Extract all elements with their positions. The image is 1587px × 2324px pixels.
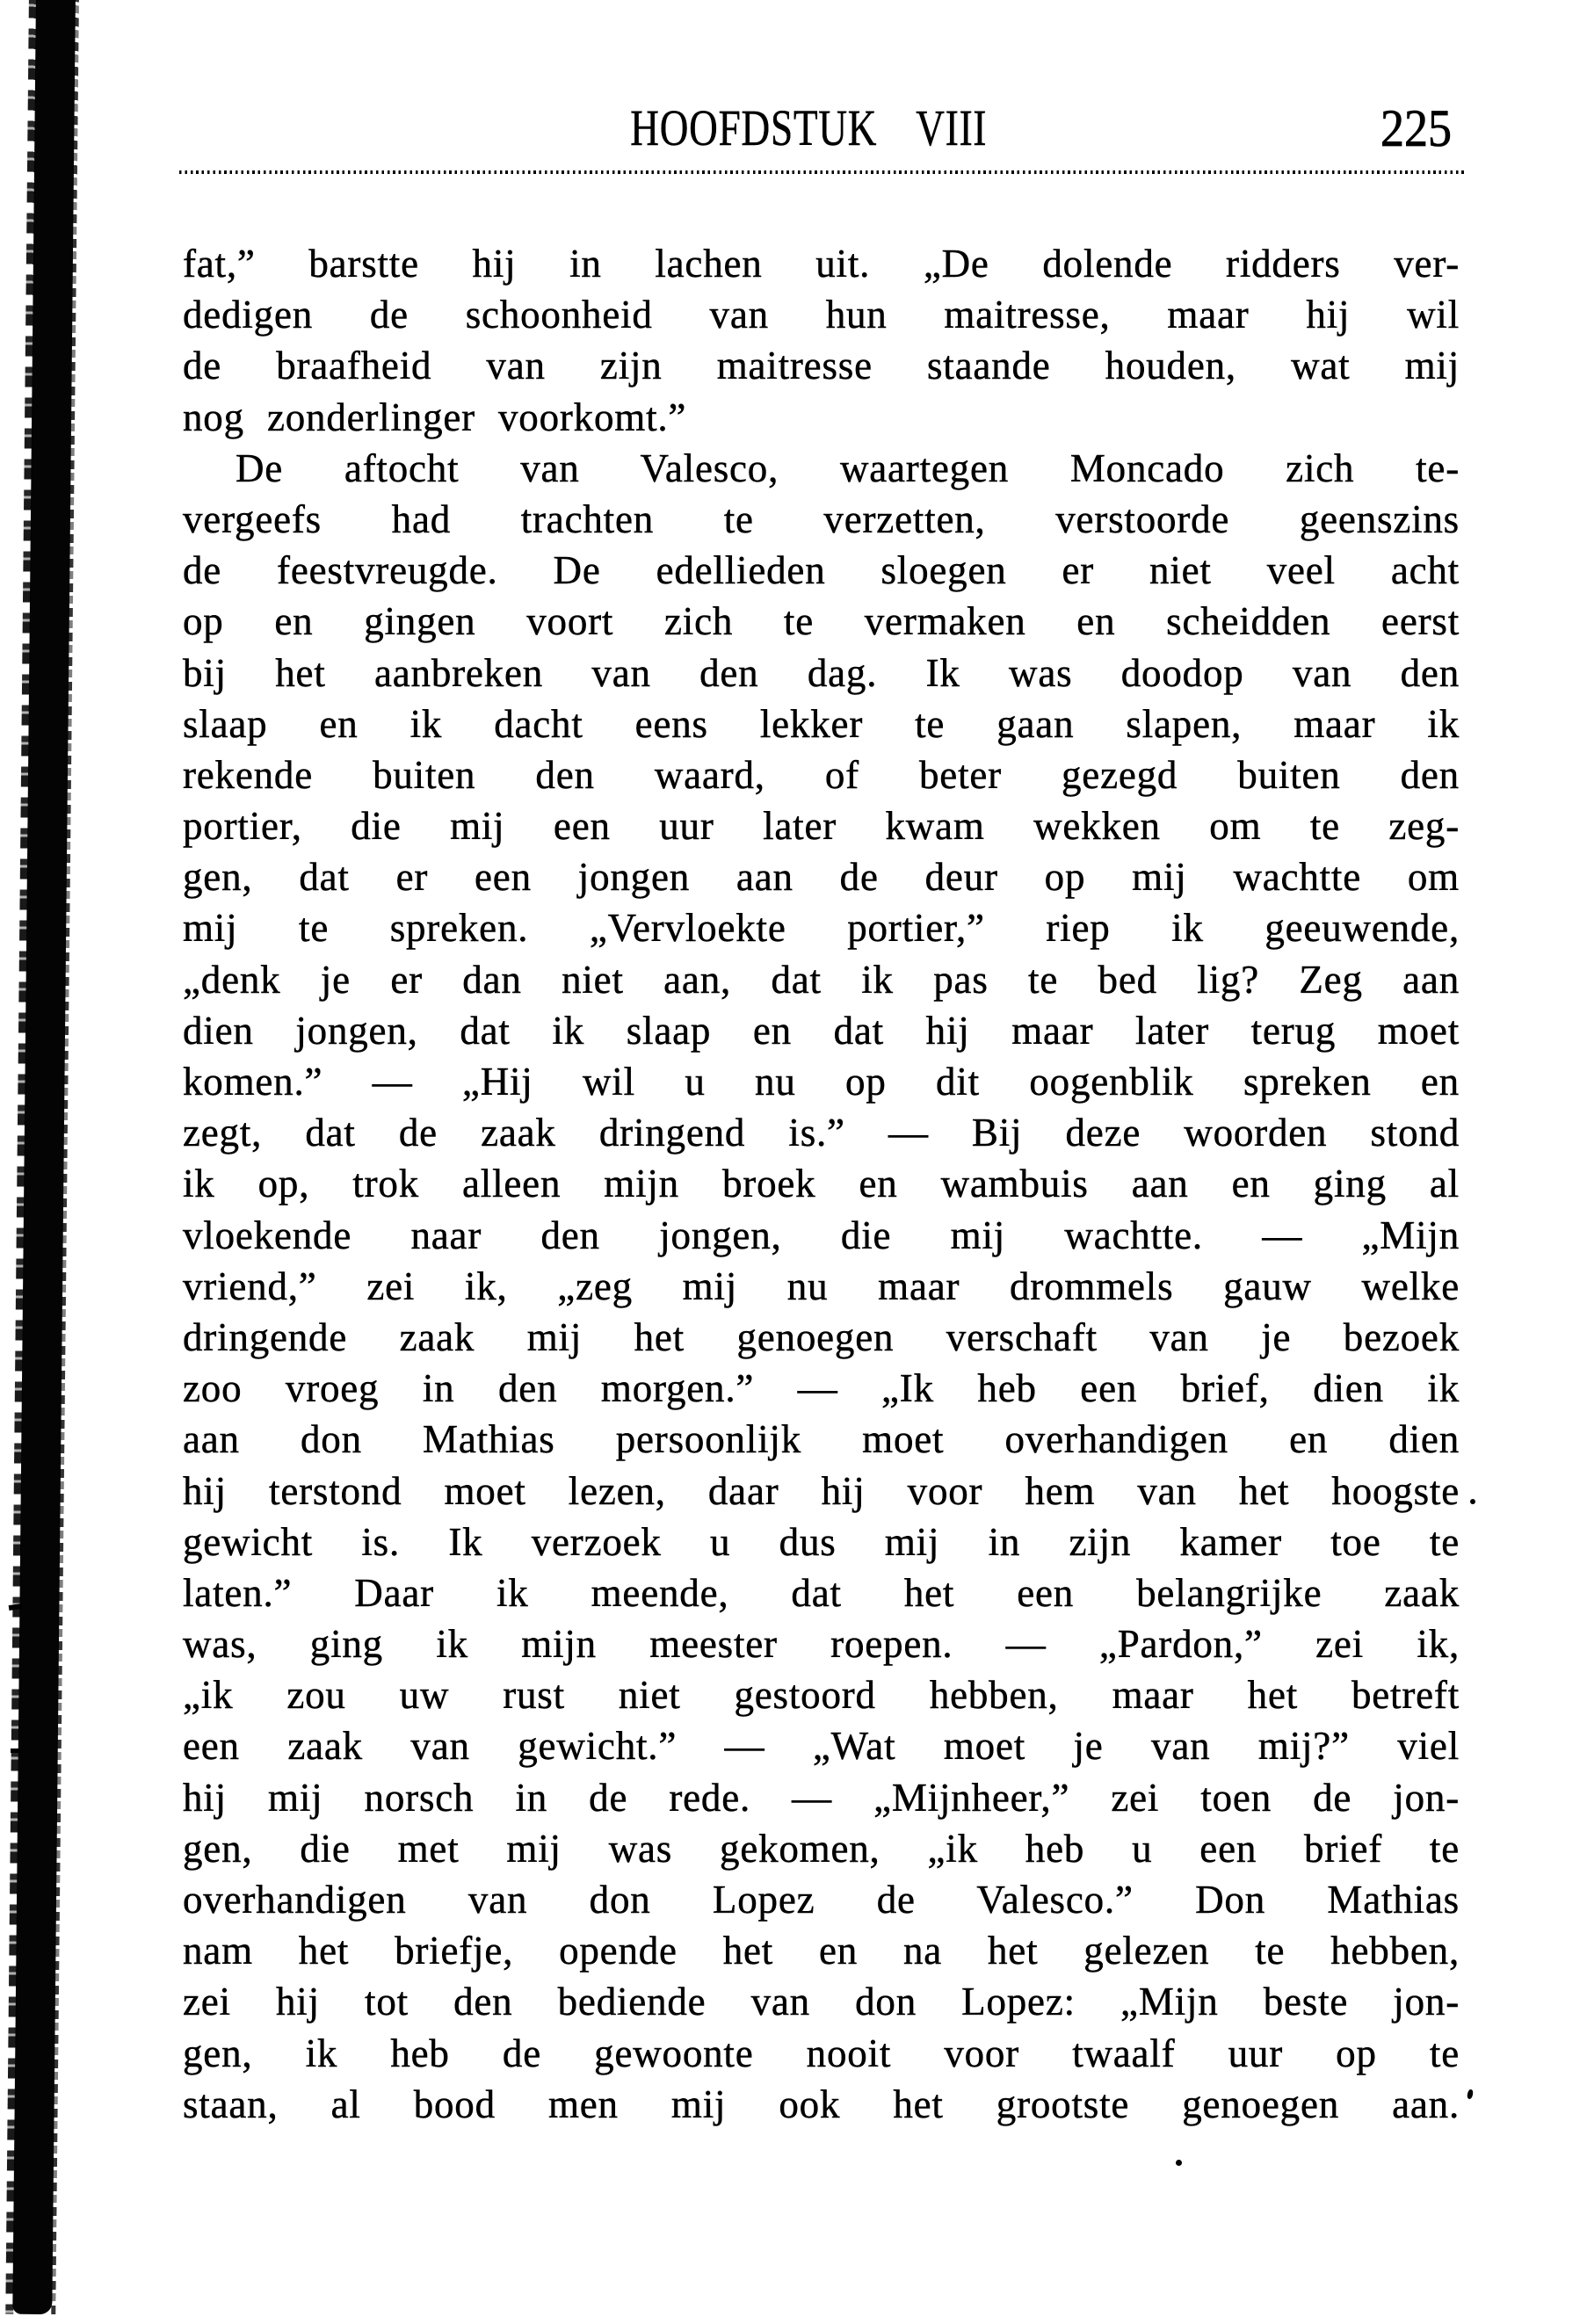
scan-speck	[1176, 2160, 1182, 2166]
text-line: nog zonderlinger voorkomt.”	[183, 395, 687, 439]
text-line: bij het aanbreken van den dag. Ik was doodop van den	[183, 650, 1460, 695]
scan-speck	[1467, 2089, 1474, 2099]
text-line: „denk je er dan niet aan, dat ik pas te bed lig? Zeg aan	[183, 957, 1460, 1002]
text-line: zoo vroeg in den morgen.” — „Ik heb een brief, dien ik	[183, 1366, 1460, 1411]
text-line: portier, die mij een uur later kwam wekken om te zeg-	[183, 804, 1460, 849]
text-line: „ik zou uw rust niet gestoord hebben, maar het betreft	[183, 1673, 1460, 1718]
text-line: mij te spreken. „Vervloekte portier,” riep ik geeuwende,	[183, 906, 1460, 951]
chapter-title: HOOFDSTUK VIII	[629, 99, 988, 156]
text-line: nam het briefje, opende het en na het gelezen te hebben,	[183, 1929, 1460, 1973]
body-text	[183, 238, 1460, 2130]
scan-speck	[1470, 1499, 1475, 1504]
text-line: vergeefs had trachten te verzetten, verstoorde geenszins	[183, 496, 1460, 541]
text-line: hij mij norsch in de rede. — „Mijnheer,” zei toen de jon-	[183, 1775, 1460, 1820]
text-line: de braafheid van zijn maitresse staande houden, wat mij	[183, 344, 1460, 388]
text-line: rekende buiten den waard, of beter gezegd buiten den	[183, 752, 1460, 797]
text-line: staan, al bood men mij ook het grootste genoegen aan.	[183, 2081, 1460, 2126]
text-line: gen, dat er een jongen aan de deur op mij wachtte om	[183, 855, 1460, 900]
text-line: zei hij tot den bediende van don Lopez: „Mijn beste jon-	[183, 1980, 1460, 2024]
text-line: een zaak van gewicht.” — „Wat moet je van mij?” viel	[183, 1724, 1460, 1769]
text-line: vloekende naar den jongen, die mij wachtte. — „Mijn	[183, 1213, 1460, 1257]
dotted-rule	[179, 170, 1464, 174]
scan-speck	[11, 1748, 20, 1753]
scan-gutter-shadow	[12, 0, 76, 2314]
text-line: de feestvreugde. De edellieden sloegen er niet veel acht	[183, 548, 1460, 593]
text-line: overhandigen van don Lopez de Valesco.” Don Mathias	[183, 1878, 1460, 1922]
text-line: ik op, trok alleen mijn broek en wambuis aan en ging al	[183, 1162, 1460, 1206]
text-line: laten.” Daar ik meende, dat het een belangrijke zaak	[183, 1570, 1460, 1615]
text-line: op en gingen voort zich te vermaken en scheidden eerst	[183, 599, 1460, 644]
text-line: gen, ik heb de gewoonte nooit voor twaalf uur op te	[183, 2031, 1460, 2075]
text-line: dedigen de schoonheid van hun maitresse, maar hij wil	[183, 293, 1460, 337]
text-line: fat,” barstte hij in lachen uit. „De dolende ridders ver-	[183, 242, 1460, 286]
page-number: 225	[1380, 99, 1452, 157]
text-line: zegt, dat de zaak dringend is.” — Bij deze woorden stond	[183, 1111, 1460, 1155]
text-line: aan don Mathias persoonlijk moet overhandigen en dien	[183, 1417, 1460, 1462]
text-line: komen.” — „Hij wil u nu op dit oogenblik spreken en	[183, 1060, 1460, 1104]
text-line: dien jongen, dat ik slaap en dat hij maar later terug moet	[183, 1008, 1460, 1053]
text-line: dringende zaak mij het genoegen verschaft van je bezoek	[183, 1314, 1460, 1359]
page-header	[183, 99, 1434, 156]
text-line: gen, die met mij was gekomen, „ik heb u een brief te	[183, 1826, 1460, 1871]
text-line: De aftocht van Valesco, waartegen Moncado zich te-	[236, 445, 1460, 490]
text-line: hij terstond moet lezen, daar hij voor hem van het hoogste	[183, 1468, 1460, 1513]
text-line: gewicht is. Ik verzoek u dus mij in zijn kamer toe te	[183, 1519, 1460, 1564]
text-line: vriend,” zei ik, „zeg mij nu maar drommels gauw welke	[183, 1263, 1460, 1308]
text-line: was, ging ik mijn meester roepen. — „Pardon,” zei ik,	[183, 1622, 1460, 1667]
text-line: slaap en ik dacht eens lekker te gaan slapen, maar ik	[183, 701, 1460, 746]
